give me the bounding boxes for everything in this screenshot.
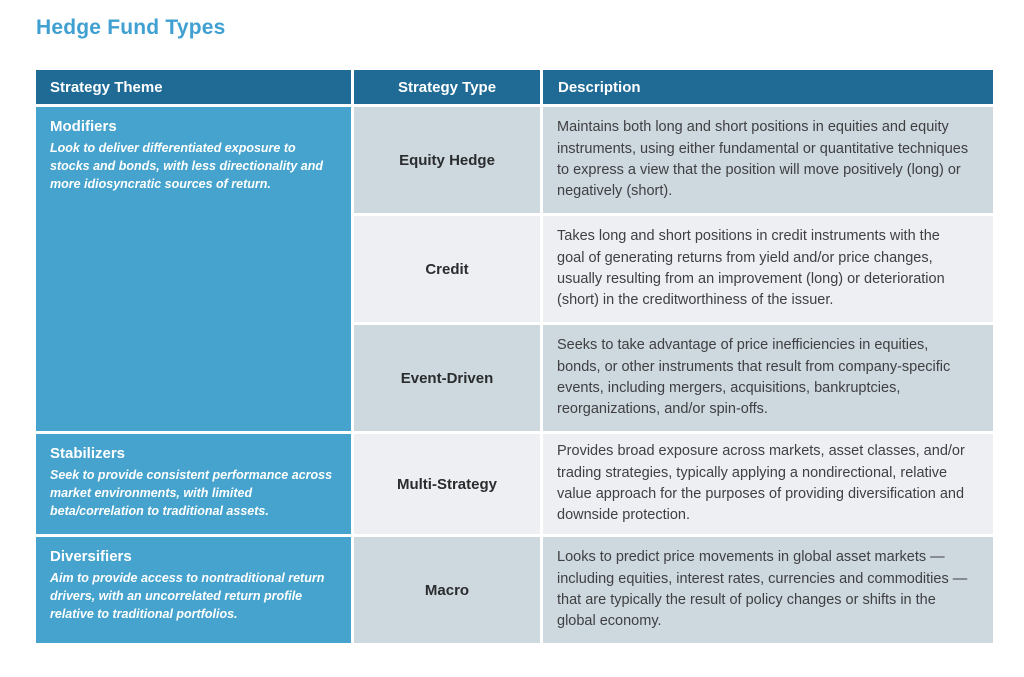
description-equity-hedge: Maintains both long and short positions in equities and equity instruments, using either fundamental or quantitative techniques to express a view that the position will move positively (long) or negatively (short). [543, 107, 993, 213]
header-description: Description [543, 70, 993, 104]
theme-cell-modifiers [36, 107, 351, 431]
strategy-type-multi-strategy: Multi-Strategy [354, 434, 540, 534]
page [0, 16, 1024, 677]
description-macro: Looks to predict price movements in global asset markets — including equities, interest rates, currencies and commodities — that are typically the result of policy changes or shifts in the global economy. [543, 537, 993, 643]
strategy-type-credit: Credit [354, 216, 540, 322]
theme-description-stabilizers: Seek to provide consistent performance across market environments, with limited beta/correlation to traditional assets. [50, 468, 333, 519]
description-credit: Takes long and short positions in credit instruments with the goal of generating returns from yield and/or price changes, usually resulting from an improvement (long) or deterioration (short) in the creditworthiness of the issuer. [543, 216, 993, 322]
description-multi-strategy: Provides broad exposure across markets, asset classes, and/or trading strategies, typically applying a nondirectional, relative value approach for the purposes of providing diversification and downside protection. [543, 434, 993, 534]
header-strategy-type: Strategy Type [354, 70, 540, 104]
description-event-driven: Seeks to take advantage of price inefficiencies in equities, bonds, or other instruments that result from company-specific events, including mergers, acquisitions, bankruptcies, reorganizations, and/or spin-offs. [543, 325, 993, 431]
theme-cell-stabilizers [36, 434, 351, 534]
theme-description-modifiers: Look to deliver differentiated exposure to stocks and bonds, with less directionality and more idiosyncratic sources of return. [50, 141, 323, 192]
theme-cell-diversifiers [36, 537, 351, 643]
hedge-fund-types-table [36, 70, 993, 643]
strategy-type-event-driven: Event-Driven [354, 325, 540, 431]
strategy-type-macro: Macro [354, 537, 540, 643]
theme-description-diversifiers: Aim to provide access to nontraditional return drivers, with an uncorrelated return profile relative to traditional portfolios. [50, 571, 325, 622]
page-title: Hedge Fund Types [36, 16, 226, 39]
header-strategy-theme: Strategy Theme [36, 70, 351, 104]
theme-name-stabilizers: Stabilizers [50, 445, 126, 462]
strategy-type-equity-hedge: Equity Hedge [354, 107, 540, 213]
theme-name-modifiers: Modifiers [50, 118, 117, 135]
theme-name-diversifiers: Diversifiers [50, 548, 132, 565]
